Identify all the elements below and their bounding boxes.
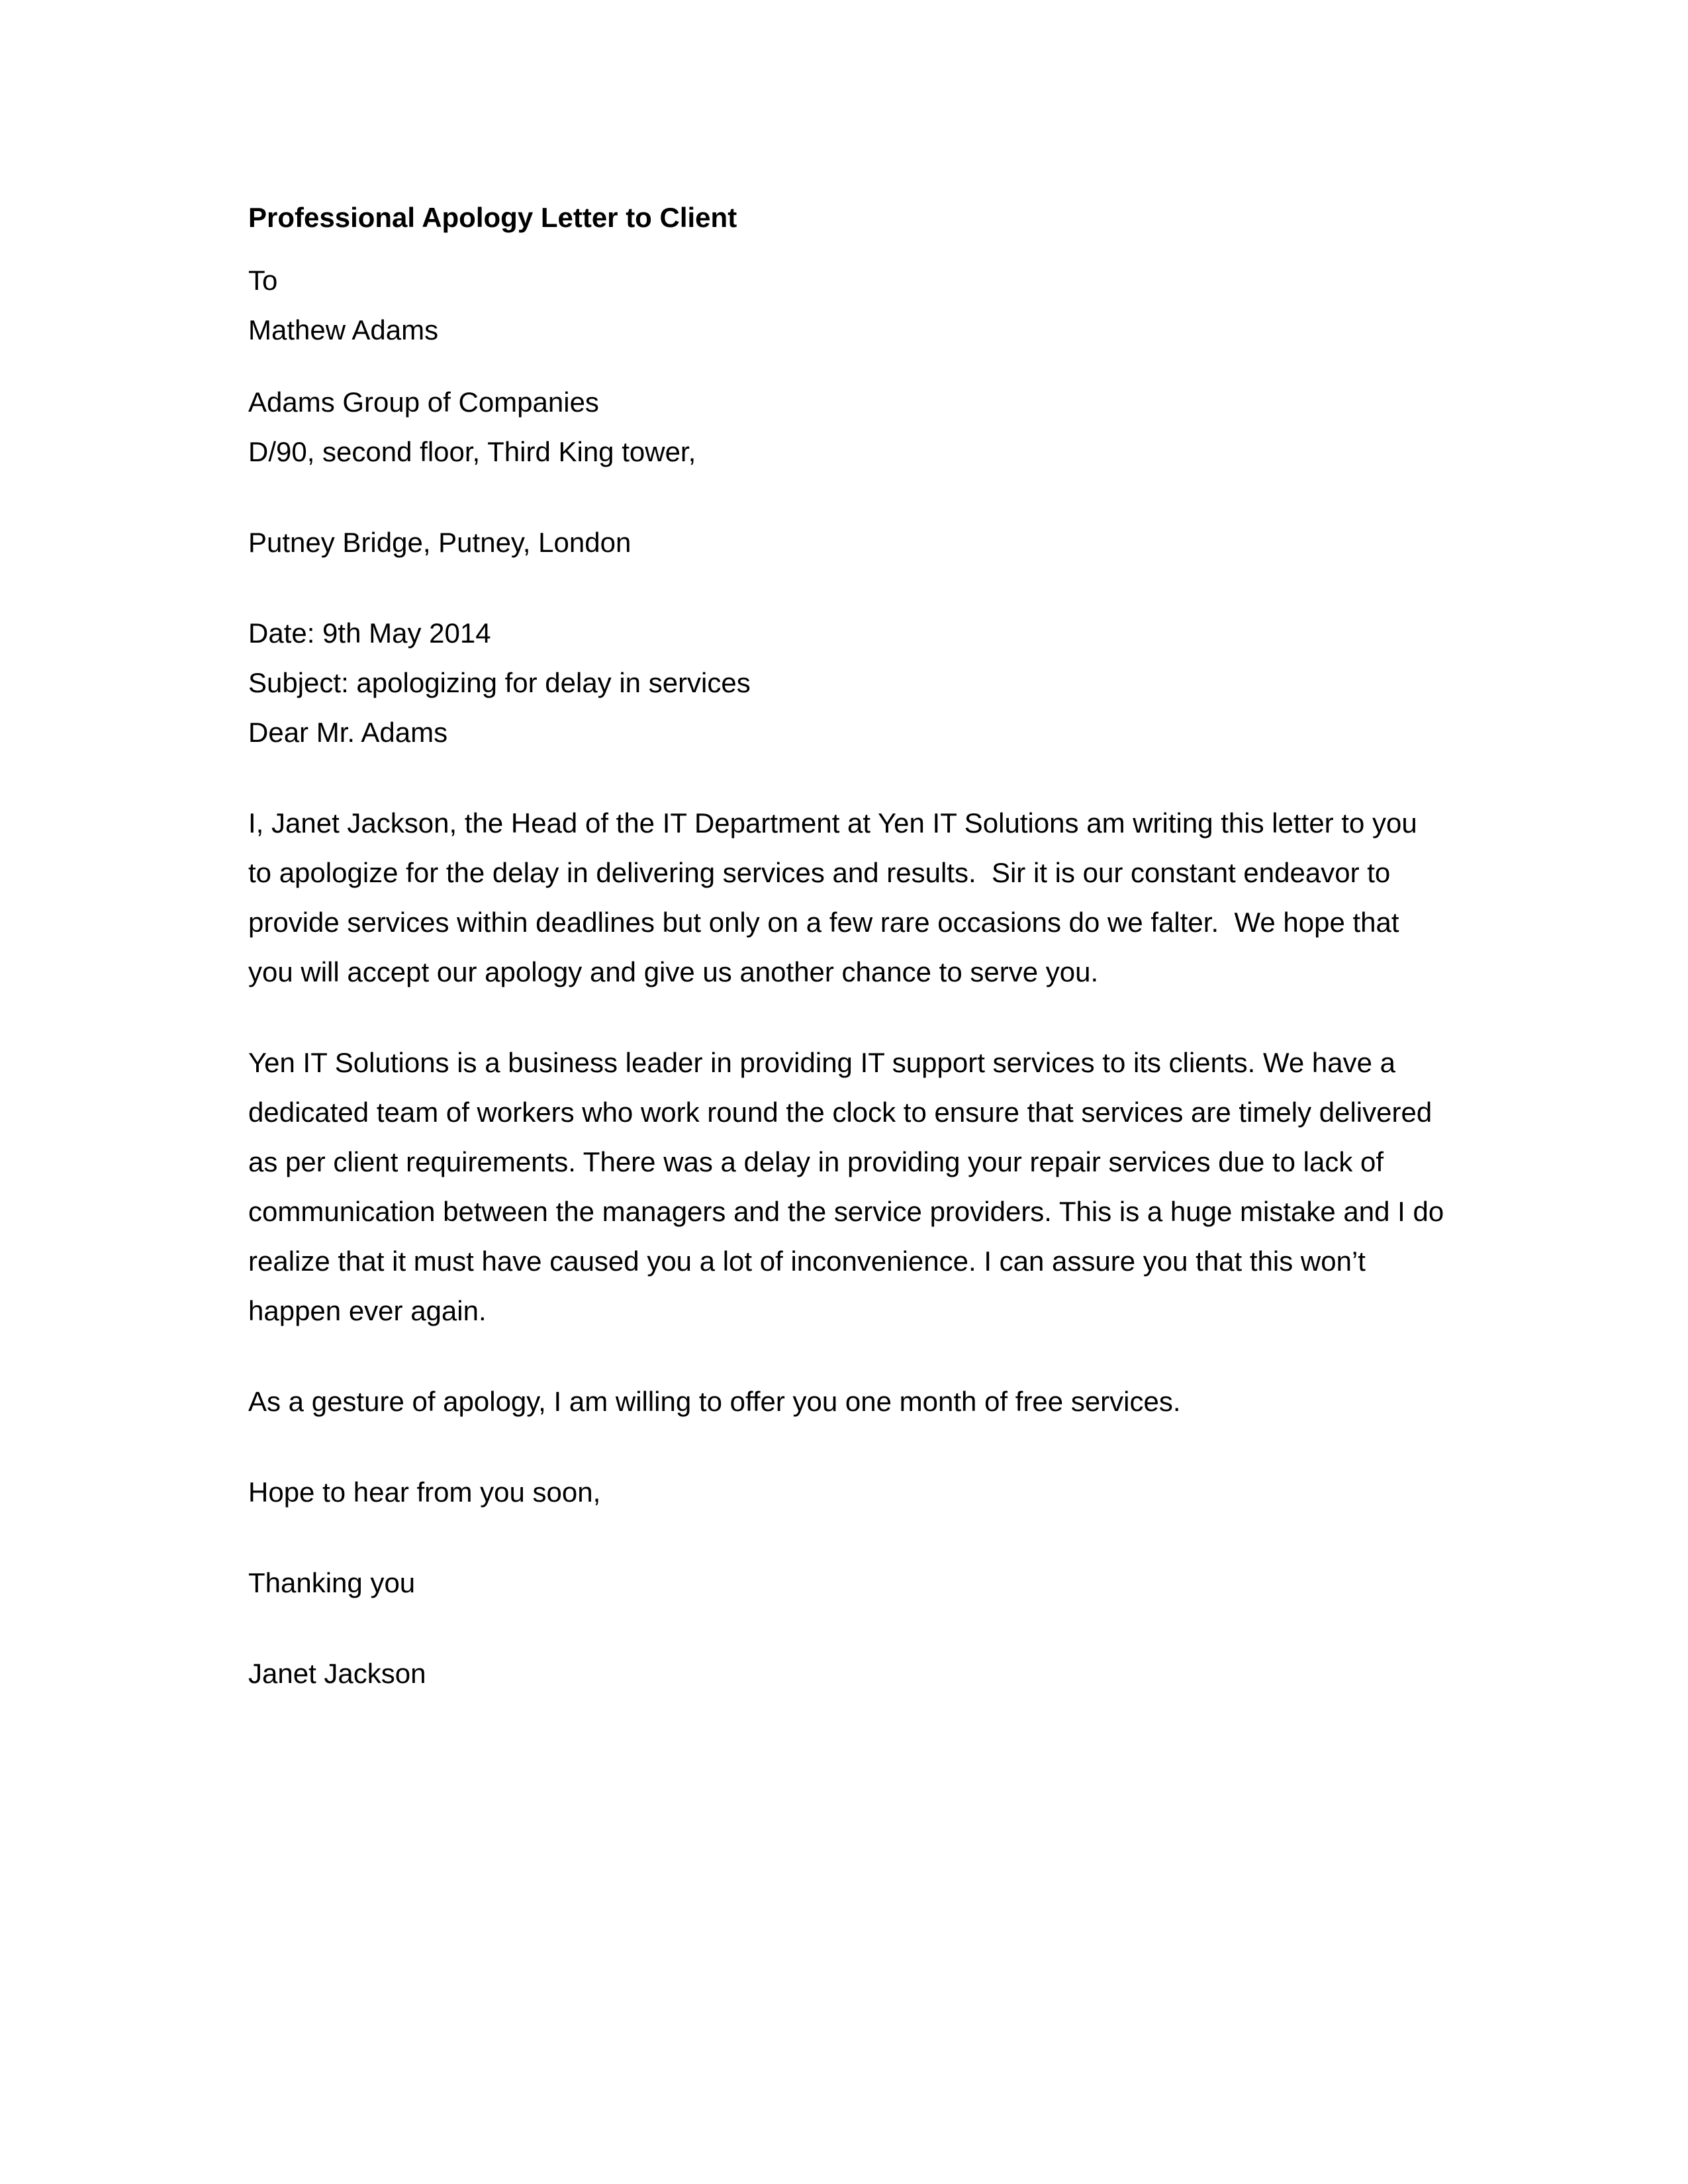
paragraph-2-line: happen ever again. xyxy=(248,1295,487,1326)
paragraph-1-line: I, Janet Jackson, the Head of the IT Department at Yen IT Solutions am writing this letter to you xyxy=(248,807,1417,839)
paragraph-2 xyxy=(248,1038,1444,1336)
letter-title: Professional Apology Letter to Client xyxy=(248,202,737,233)
letter-subject: Subject: apologizing for delay in services xyxy=(248,667,751,698)
paragraph-1 xyxy=(248,798,1440,997)
signature-name: Janet Jackson xyxy=(248,1658,426,1689)
recipient-name: Mathew Adams xyxy=(248,314,439,345)
paragraph-2-line: as per client requirements. There was a delay in providing your repair services due to lack of xyxy=(248,1146,1384,1177)
recipient-address-line2: Putney Bridge, Putney, London xyxy=(248,527,632,558)
recipient-to-label: To xyxy=(248,265,278,296)
letter-body xyxy=(248,193,1444,1698)
paragraph-2-line: dedicated team of workers who work round the clock to ensure that services are timely delivered xyxy=(248,1097,1432,1128)
recipient-address-line1: D/90, second floor, Third King tower, xyxy=(248,436,696,467)
recipient-company: Adams Group of Companies xyxy=(248,387,599,418)
paragraph-3: As a gesture of apology, I am willing to offer you one month of free services. xyxy=(248,1386,1181,1417)
paragraph-2-line: realize that it must have caused you a lot of inconvenience. I can assure you that this won’t xyxy=(248,1246,1366,1277)
paragraph-1-line: you will accept our apology and give us another chance to serve you. xyxy=(248,956,1099,987)
paragraph-1-line: to apologize for the delay in delivering services and results. Sir it is our constant endeavor to xyxy=(248,857,1391,888)
letter-salutation: Dear Mr. Adams xyxy=(248,717,448,748)
closing-line: Hope to hear from you soon, xyxy=(248,1477,601,1508)
sign-off: Thanking you xyxy=(248,1567,416,1598)
paragraph-2-line: communication between the managers and the service providers. This is a huge mistake and I do xyxy=(248,1196,1444,1227)
paragraph-2-line: Yen IT Solutions is a business leader in providing IT support services to its clients. We have a xyxy=(248,1047,1396,1078)
letter-date: Date: 9th May 2014 xyxy=(248,617,491,649)
paragraph-1-line: provide services within deadlines but only on a few rare occasions do we falter. We hope that xyxy=(248,907,1399,938)
